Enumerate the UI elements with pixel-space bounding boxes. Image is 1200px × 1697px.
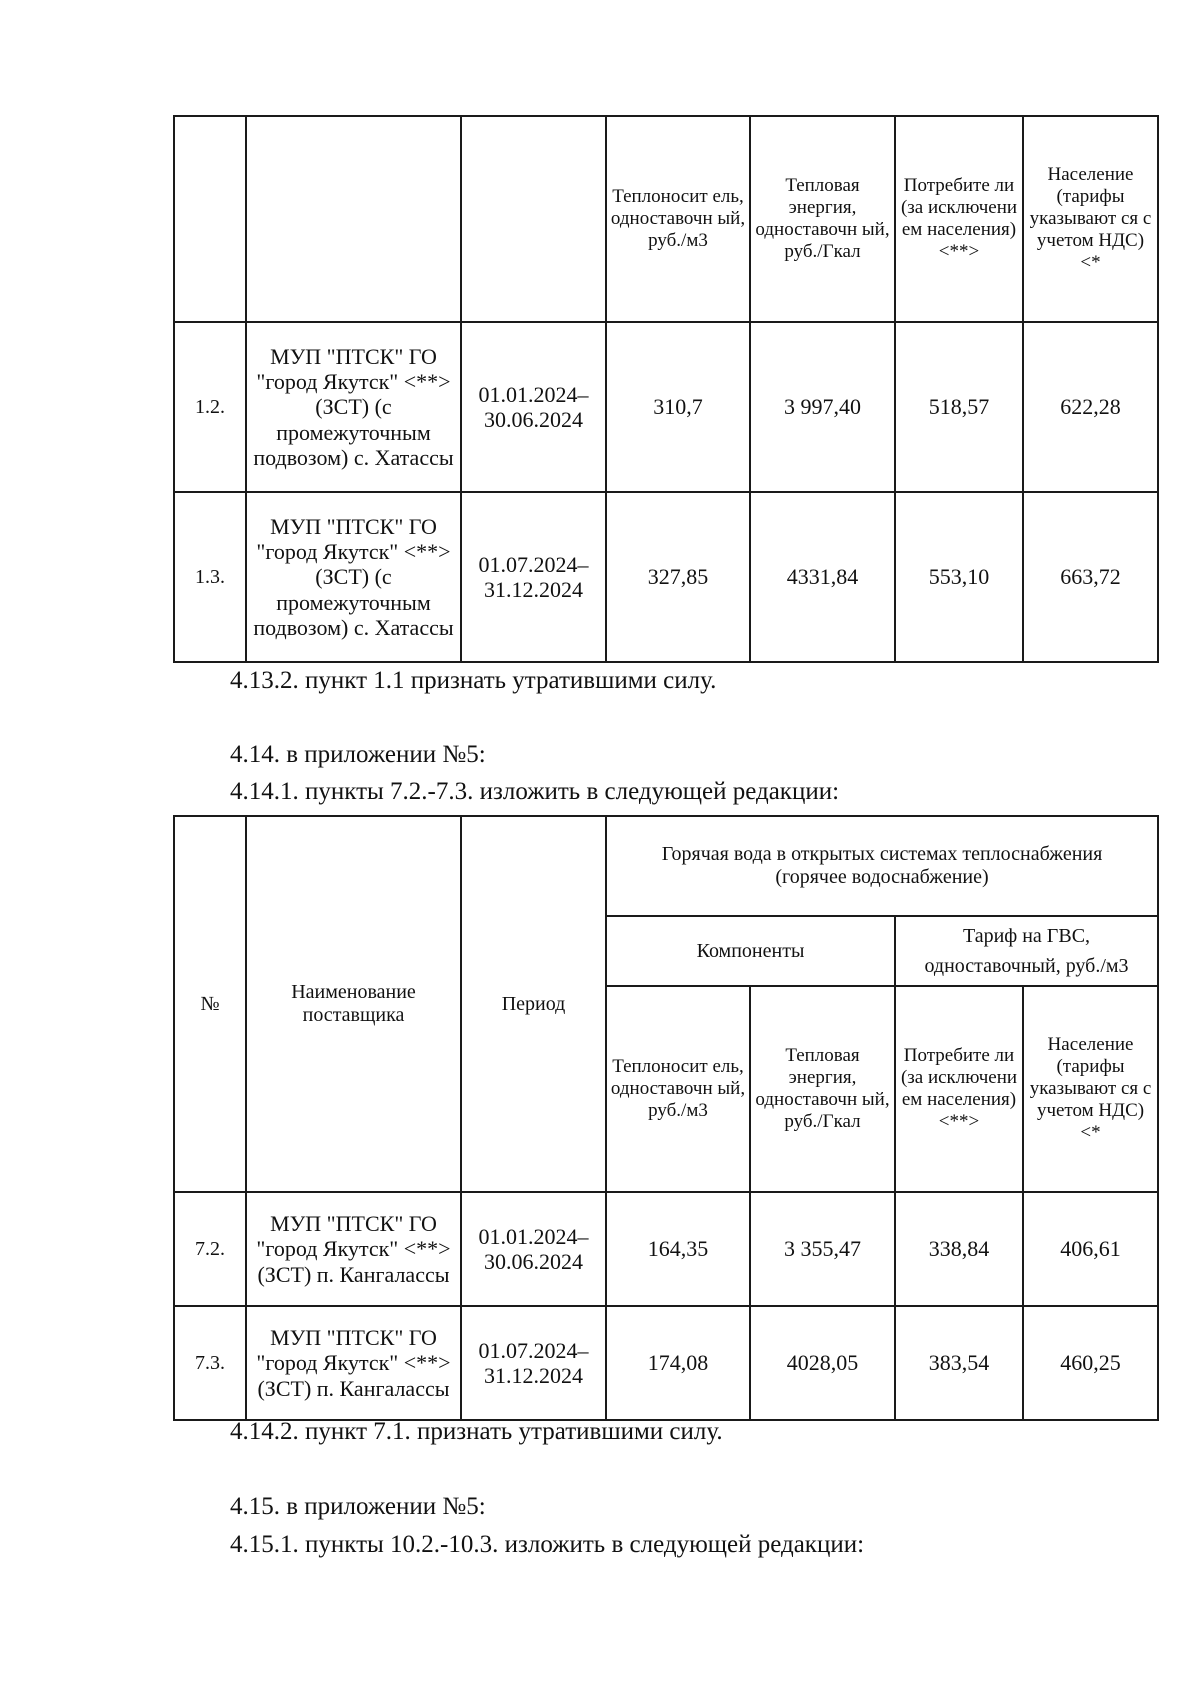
supplier-name: МУП "ПТСК" ГО "город Якутск" <**> (ЗСТ) (с промежуточным подвозом) с. Хатассы xyxy=(246,322,461,492)
heat-energy-value: 3 997,40 xyxy=(750,322,895,492)
tariff-table-1 xyxy=(173,115,1159,663)
paragraph-4-15: 4.15. в приложении №5: xyxy=(230,1493,486,1520)
heat-energy-value: 3 355,47 xyxy=(750,1192,895,1306)
row-number: 1.3. xyxy=(174,492,246,662)
paragraph-4-14: 4.14. в приложении №5: xyxy=(230,741,486,768)
supplier-name: МУП "ПТСК" ГО "город Якутск" <**> (ЗСТ) п. Кангалассы xyxy=(246,1306,461,1420)
population-value: 406,61 xyxy=(1023,1192,1158,1306)
population-value: 622,28 xyxy=(1023,322,1158,492)
table-row xyxy=(174,1192,1158,1306)
header-number: № xyxy=(174,816,246,1192)
heat-carrier-value: 327,85 xyxy=(606,492,750,662)
row-number: 1.2. xyxy=(174,322,246,492)
supplier-name: МУП "ПТСК" ГО "город Якутск" <**> (ЗСТ) п. Кангалассы xyxy=(246,1192,461,1306)
supplier-name: МУП "ПТСК" ГО "город Якутск" <**> (ЗСТ) (с промежуточным подвозом) с. Хатассы xyxy=(246,492,461,662)
population-value: 460,25 xyxy=(1023,1306,1158,1420)
consumers-value: 338,84 xyxy=(895,1192,1023,1306)
paragraph-4-14-1: 4.14.1. пункты 7.2.-7.3. изложить в следующей редакции: xyxy=(230,778,840,805)
header-supplier: Наименование поставщика xyxy=(246,816,461,1192)
header-hot-water-group: Горячая вода в открытых системах теплоснабжения (горячее водоснабжение) xyxy=(606,816,1158,916)
row-number: 7.3. xyxy=(174,1306,246,1420)
heat-energy-value: 4028,05 xyxy=(750,1306,895,1420)
heat-carrier-value: 164,35 xyxy=(606,1192,750,1306)
table-header-row xyxy=(174,116,1158,322)
consumers-value: 383,54 xyxy=(895,1306,1023,1420)
tariff-table-2 xyxy=(173,815,1159,1421)
period: 01.07.2024– 31.12.2024 xyxy=(461,492,606,662)
period: 01.07.2024– 31.12.2024 xyxy=(461,1306,606,1420)
header-heat-energy: Тепловая энергия, одноставочн ый, руб./Гкал xyxy=(750,116,895,322)
consumers-value: 518,57 xyxy=(895,322,1023,492)
header-heat-carrier: Теплоносит ель, одноставочн ый, руб./м3 xyxy=(606,986,750,1192)
paragraph-4-14-2: 4.14.2. пункт 7.1. признать утратившими силу. xyxy=(230,1418,723,1445)
header-consumers: Потребите ли (за исключени ем населения) <**> xyxy=(895,116,1023,322)
header-heat-energy: Тепловая энергия, одноставочн ый, руб./Гкал xyxy=(750,986,895,1192)
consumers-value: 553,10 xyxy=(895,492,1023,662)
paragraph-4-13-2: 4.13.2. пункт 1.1 признать утратившими силу. xyxy=(230,667,717,694)
table-row xyxy=(174,1306,1158,1420)
header-components: Компоненты xyxy=(606,916,895,986)
header-consumers: Потребите ли (за исключени ем населения) <**> xyxy=(895,986,1023,1192)
header-population: Население (тарифы указывают ся с учетом НДС) <* xyxy=(1023,986,1158,1192)
header-period: Период xyxy=(461,816,606,1192)
period: 01.01.2024– 30.06.2024 xyxy=(461,1192,606,1306)
table-header-row xyxy=(174,816,1158,916)
heat-carrier-value: 310,7 xyxy=(606,322,750,492)
header-heat-carrier: Теплоносит ель, одноставочн ый, руб./м3 xyxy=(606,116,750,322)
row-number: 7.2. xyxy=(174,1192,246,1306)
population-value: 663,72 xyxy=(1023,492,1158,662)
period: 01.01.2024– 30.06.2024 xyxy=(461,322,606,492)
table-row xyxy=(174,322,1158,492)
table-row xyxy=(174,492,1158,662)
heat-energy-value: 4331,84 xyxy=(750,492,895,662)
heat-carrier-value: 174,08 xyxy=(606,1306,750,1420)
header-tariff: Тариф на ГВС, одноставочный, руб./м3 xyxy=(895,916,1158,986)
header-population: Население (тарифы указывают ся с учетом НДС) <* xyxy=(1023,116,1158,322)
paragraph-4-15-1: 4.15.1. пункты 10.2.-10.3. изложить в следующей редакции: xyxy=(230,1531,865,1558)
